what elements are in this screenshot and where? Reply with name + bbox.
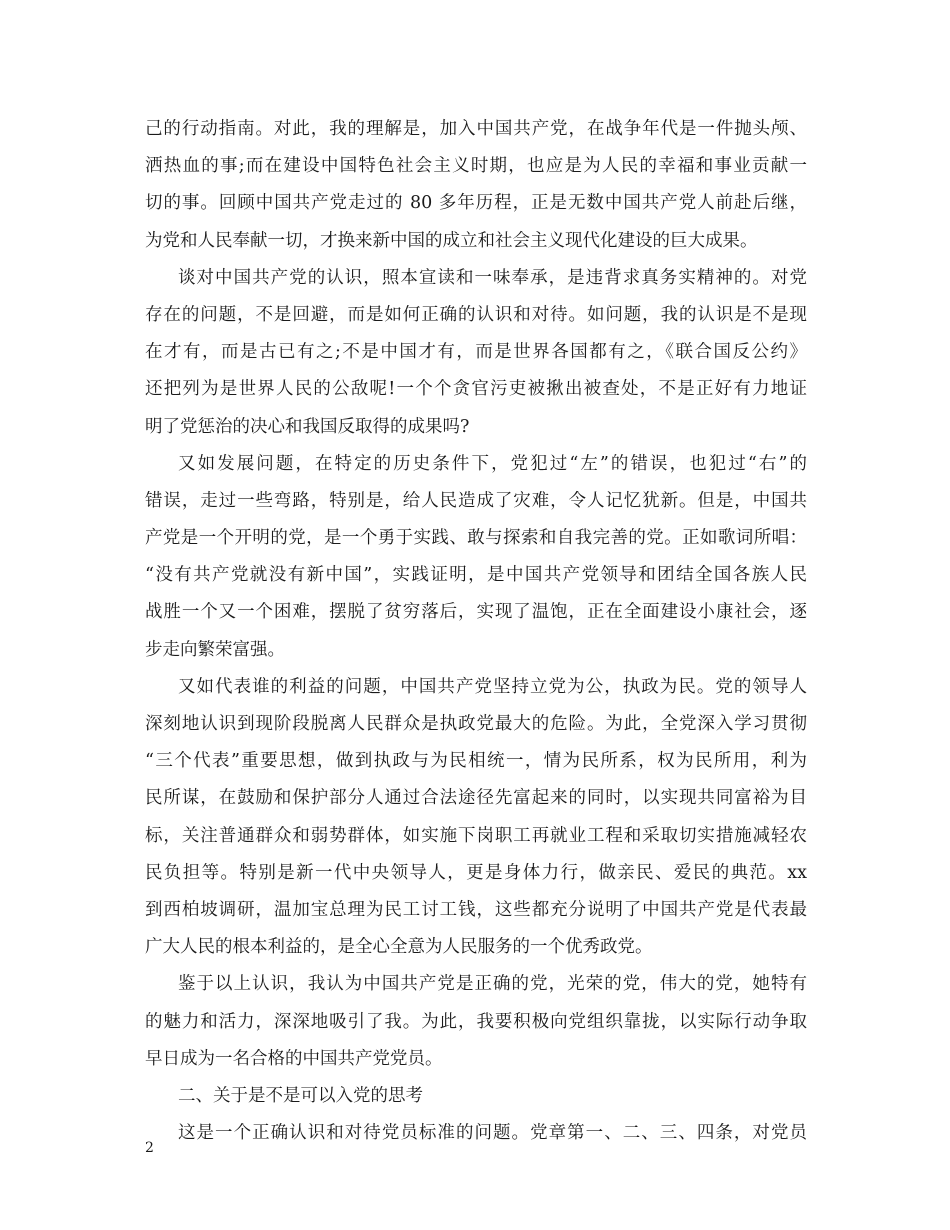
text-line: 错误，走过一些弯路，特别是，给人民造成了灾难，令人记忆犹新。但是，中国共 bbox=[145, 490, 807, 511]
text-line: 为党和人民奉献一切，才换来新中国的成立和社会主义现代化建设的巨大成果。 bbox=[145, 230, 758, 251]
text-line: 战胜一个又一个困难，摆脱了贫穷落后，实现了温饱，正在全面建设小康社会，逐 bbox=[145, 602, 807, 623]
text-line: 民负担等。特别是新一代中央领导人，更是身体力行，做亲民、爱民的典范。xx bbox=[145, 862, 807, 883]
text-line: 深刻地认识到现阶段脱离人民群众是执政党最大的危险。为此，全党深入学习贯彻 bbox=[145, 714, 807, 734]
text-line: 的魅力和活力，深深地吸引了我。为此，我要积极向党组织靠拢，以实际行动争取 bbox=[145, 1011, 807, 1032]
text-line: 早日成为一名合格的中国共产党党员。 bbox=[145, 1048, 443, 1069]
text-line: 明了党惩治的决心和我国反取得的成果吗? bbox=[145, 416, 470, 437]
text-line: “没有共产党就没有新中国”，实践证明，是中国共产党领导和团结全国各族人民 bbox=[145, 565, 807, 586]
text-line: 民所谋，在鼓励和保护部分人通过合法途径先富起来的同时，以实现共同富裕为目 bbox=[145, 788, 807, 809]
paragraph-first-line: 谈对中国共产党的认识，照本宣读和一味奉承，是违背求真务实精神的。对党 bbox=[178, 267, 807, 288]
document-body bbox=[145, 111, 807, 1152]
text-line: 产党是一个开明的党，是一个勇于实践、敢与探索和自我完善的党。正如歌词所唱： bbox=[145, 528, 807, 549]
text-line: 己的行动指南。对此，我的理解是，加入中国共产党，在战争年代是一件抛头颅、 bbox=[145, 119, 807, 139]
text-line: 广大人民的根本利益的，是全心全意为人民服务的一个优秀政党。 bbox=[145, 937, 653, 958]
text-line: 洒热血的事;而在建设中国特色社会主义时期，也应是为人民的幸福和事业贡献一 bbox=[145, 156, 807, 177]
text-line: 还把列为是世界人民的公敌呢!一个个贪官污吏被揪出被查处，不是正好有力地证 bbox=[145, 379, 807, 400]
text-line: 在才有，而是古已有之;不是中国才有，而是世界各国都有之，《联合国反公约》 bbox=[145, 342, 807, 363]
text-line: 标，关注普通群众和弱势群体，如实施下岗职工再就业工程和采取切实措施减轻农 bbox=[145, 825, 807, 846]
section-heading: 二、关于是不是可以入党的思考 bbox=[178, 1085, 423, 1106]
paragraph-first-line: 这是一个正确认识和对待党员标准的问题。党章第一、二、三、四条，对党员 bbox=[178, 1123, 807, 1144]
text-line: 存在的问题，不是回避，而是如何正确的认识和对待。如问题，我的认识是不是现 bbox=[145, 304, 807, 325]
text-line: “三个代表”重要思想，做到执政与为民相统一，情为民所系，权为民所用，利为 bbox=[145, 751, 807, 772]
text-line: 步走向繁荣富强。 bbox=[145, 639, 285, 660]
text-line: 到西柏坡调研，温加宝总理为民工讨工钱，这些都充分说明了中国共产党是代表最 bbox=[145, 899, 807, 920]
paragraph-first-line: 又如发展问题，在特定的历史条件下，党犯过“左”的错误，也犯过“右”的 bbox=[178, 453, 807, 474]
paragraph-first-line: 又如代表谁的利益的问题，中国共产党坚持立党为公，执政为民。党的领导人 bbox=[178, 676, 807, 697]
text-line: 切的事。回顾中国共产党走过的 80 多年历程，正是无数中国共产党人前赴后继， bbox=[145, 193, 807, 214]
paragraph-first-line: 鉴于以上认识，我认为中国共产党是正确的党，光荣的党，伟大的党，她特有 bbox=[178, 974, 807, 995]
page-number: 2 bbox=[145, 1140, 154, 1156]
